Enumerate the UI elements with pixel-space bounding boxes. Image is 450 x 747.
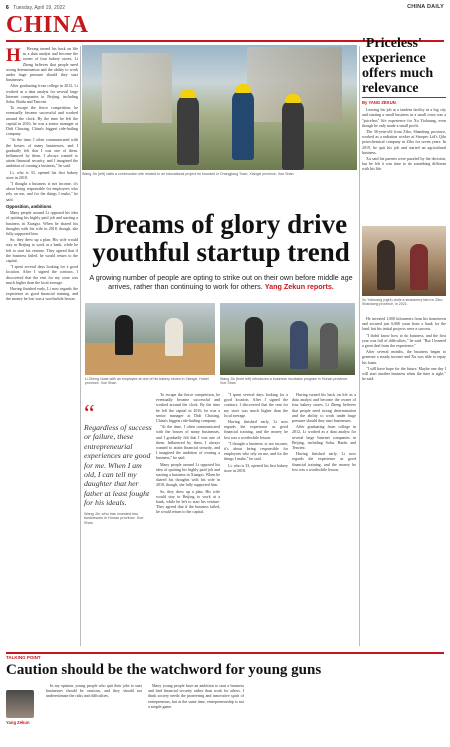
body-column <box>224 392 288 647</box>
headline: Dreams of glory drive youthful startup trend <box>92 209 350 267</box>
paragraph: Having finished early, Li now regards the experience as good financial training, and the money he lost was a worthwhile lesson. <box>292 451 356 472</box>
incubator-photo-caption: Wang Jin (front left) introduces a business incubator program in Hunan province. Xue Shan <box>220 377 349 386</box>
paragraph: Many people around Li opposed his idea of quitting his highly paid job and starting a business in Xiangxi. When he shared his thoughts with his wife in 2018, though, she fully supported him. <box>156 461 220 488</box>
column-divider <box>80 46 81 646</box>
body-column <box>156 392 220 647</box>
bakery-photo <box>85 303 215 375</box>
paragraph: "I didn't know how to do business, and the first year was full of difficulties," he said. "But I learned a great deal from the experience." <box>362 332 446 349</box>
paragraph: "I spent several days looking for a good location. After I signed the contract, I discovered that the rent for my store was much higher than the local average. <box>224 392 288 418</box>
talking-point-column <box>46 683 142 743</box>
deck <box>88 273 354 292</box>
paragraph: He invested 1,000 kilometers from his hometown and secured just 6,000 yuan from a bank for the land, but his initial projects were a success. <box>362 316 446 332</box>
paragraph: "At the time, I often communicated with the bosses of many businesses, and I gradually felt that I was one of them. Influenced by them, I always wanted to attain financial security, and I imagined the ambition of owning a business," he said. <box>6 137 78 169</box>
paragraph: Li, who is 33, opened his first bakery store in 2018. <box>224 462 288 473</box>
bakery-photo-caption: Li Zheng chats with an employee at one of his bakery stores in Xiangxi, Hubei province. Xue Shan <box>85 377 209 386</box>
paragraph: In my opinion, young people who quit their jobs to start businesses should be cautious, and they should not underestimate the risks and difficulties. <box>46 683 142 699</box>
paragraph: Many young people have an ambition to start a business and find financial security rather than work for others. I think society needs the pioneering and innovative spirit of entrepreneurs, but at the same time, entrepreneurship is not a simple game. <box>148 683 244 709</box>
issue-date: Tuesday, April 19, 2022 <box>13 5 66 11</box>
photo-person <box>377 240 395 290</box>
paragraph: "At the time, I often communicated with the bosses of many businesses, and I gradually felt that I was one of them. Influenced by them, I always wanted to attain financial security, and I imagined the ambition of owning a business," he said. <box>156 424 220 461</box>
main-photo-caption: Wang Jin (left) visits a construction site related to an educational project he founded in Changjiang Town, Xiangxi province. Xue Shan <box>82 172 294 176</box>
paragraph: Xu said his parents were puzzled by the decision, but he felt it was time to do something different with his life. <box>362 156 446 172</box>
sidebar-byline: By YANG ZEKUN <box>362 100 396 105</box>
paragraph: After graduating from college in 2012, Li worked as a data analyst for several large Internet companies in Beijing, including Sohu, Baidu and Tencent. <box>292 424 356 451</box>
talking-point-column <box>148 683 244 743</box>
photo-person <box>232 90 254 160</box>
deck-text: A growing number of people are opting to strike out on their own before middle age arrives, rather than continuing to work for others. <box>89 273 353 292</box>
paragraph: "I still have hope for the future. Maybe one day I will start another business when the time is right," he said. <box>362 365 446 382</box>
pull-quote-text: Regardless of success or failure, these entrepreneurial experiences are good for me. When I am old, I can tell my daughter that her father at least fought for his ideals. <box>84 423 152 508</box>
incubator-photo <box>220 303 355 375</box>
paragraph: Many people around Li opposed his idea of quitting his highly paid job and starting a business in Xiangxi. When he shared his thoughts with his wife in 2018, though, she fully supported him. <box>6 210 78 236</box>
deck-reporter: Yang Zekun reports. <box>264 282 334 292</box>
photo-counter <box>85 343 215 375</box>
photo-person <box>320 323 338 369</box>
paragraph: Li, who is 33, opened his first bakery store in 2018. <box>6 169 78 180</box>
sidebar-column-top <box>362 100 446 224</box>
sidebar-headline: 'Priceless' experience offers much relevance <box>362 36 434 96</box>
photo-helmet <box>235 84 251 93</box>
pull-quote <box>84 401 152 526</box>
main-photo <box>82 45 357 170</box>
page-date-line <box>6 5 65 11</box>
talking-point-rule <box>6 652 444 654</box>
paragraph: So, they drew up a plan. His wife would stay in Beijing to work at a bank, while he left to start his venture. They agreed that if the business failed, he would return to the capital. <box>156 488 220 515</box>
paragraph: So, they drew up a plan. His wife would stay in Beijing to work at a bank, while he left to start his venture. They agreed that if the business failed, he would return to the capital. <box>6 237 78 263</box>
sidebar-rule <box>362 97 446 98</box>
paragraph: "I thought a business is not income, it's about being responsible for employees who rely on me, and for the things I make," he said. <box>6 181 78 202</box>
paragraph: Having turned his back on life as a data analyst and become the owner of four bakery stores, Li Zheng believes that people need strong determination and the ability to work under huge pressure should they start businesses. <box>292 392 356 424</box>
publication-name: CHINA DAILY <box>407 4 444 10</box>
lead-paragraph <box>6 46 78 82</box>
sidebar-photo <box>362 226 446 296</box>
photo-person <box>115 315 133 355</box>
page-number: 6 <box>6 5 9 11</box>
pull-quote-attribution: Wang Jin, who has invested two businesses in Hunan province. Xue Shan <box>84 511 144 526</box>
paragraph: To escape the fierce competition, he eventually became successful and worked around the clock. By the time he left the capital in 2016, he was a senior manager at Didi Chuxing, China's biggest ride-hailing company. <box>156 392 220 424</box>
sidebar-photo-caption: Xu Yizhuang (right) visits a strawberry farm in Zibo, Shandong province, in 2021. <box>362 298 444 307</box>
talking-point-author: Yang Zekun <box>6 720 30 725</box>
talking-point-label: TALKING POINT <box>6 655 41 660</box>
lead-text: Having turned his back on life as a data analyst and become the owner of four bakery stores, Li Zheng believes that people need strong determination and the ability to work under huge pressure should they start businesses. <box>6 46 78 83</box>
paragraph: Having finished early, Li now regards the experience as good financial training, and the money he lost was a worthwhile lesson. <box>6 285 78 302</box>
paragraph: "I thought a business is not income, it's about being responsible for employees who rely on me, and for the things I make," he said. <box>224 440 288 462</box>
photo-person <box>177 95 199 165</box>
paragraph: Leaving his job at a tandem facility in a big city and starting a small business in a small town was a "priceless" life experience for Xu Yizhuang, even though he only made a small profit. <box>362 107 446 128</box>
photo-person <box>245 317 263 367</box>
paragraph: "I spent several days looking for a good location. After I signed the contract, I discovered that the rent for my store was much higher than the local average. <box>6 264 78 285</box>
paragraph: After graduating from college in 2012, Li worked as a data analyst for several large Internet companies in Beijing, including Sohu, Baidu and Tencent. <box>6 83 78 105</box>
subhead: Opposition, ambitions <box>6 203 52 209</box>
photo-helmet <box>180 89 196 98</box>
body-column <box>292 392 356 647</box>
photo-person <box>282 100 304 170</box>
author-photo <box>6 690 34 718</box>
left-column <box>6 46 78 646</box>
photo-person <box>290 321 308 369</box>
column-divider <box>359 46 360 646</box>
photo-building <box>102 53 172 123</box>
photo-person <box>410 244 428 290</box>
talking-point-author-block <box>6 690 42 725</box>
talking-point-headline: Caution should be the watchword for young guns <box>6 662 322 678</box>
photo-helmet <box>285 94 301 103</box>
photo-person <box>165 318 183 356</box>
paragraph: To escape the fierce competition, he eventually became successful and worked around the clock. By the time he left the capital in 2016, he was a senior manager at Didi Chuxing, China's biggest ride-hailing company. <box>6 105 78 137</box>
sidebar-column-bottom <box>362 316 446 646</box>
quote-mark-icon: “ <box>84 401 95 427</box>
paragraph: Having finished early, Li now regards the experience as good financial training, and the money he lost was a worthwhile lesson. <box>224 419 288 440</box>
paragraph: The 36-year-old from Zibo, Shandong province, worked as a radiation worker at Sinopec Ltd's Qilu petrochemical company in Zibo for seven years. In 2019, he quit his job and started an agricultural business. <box>362 129 446 155</box>
paragraph: After several months, the business began to generate a steady income and Xu was able to repay his loans. <box>362 349 446 365</box>
section-title: CHINA <box>6 12 89 38</box>
dropcap: H <box>6 46 21 66</box>
